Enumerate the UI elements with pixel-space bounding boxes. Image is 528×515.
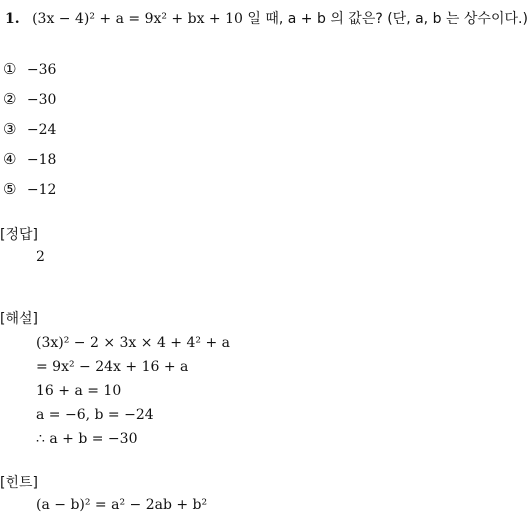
hint-formula: (a − b)² = a² − 2ab + b² — [36, 497, 208, 513]
question-equation: (3x − 4)² + a = 9x² + bx + 10 — [32, 11, 243, 27]
choice-marker: ③ — [3, 120, 17, 138]
solution-line-2: = 9x² − 24x + 16 + a — [36, 359, 189, 375]
hint-label: [힌트] — [0, 475, 38, 491]
choice-2[interactable] — [3, 90, 56, 109]
choice-5[interactable] — [3, 180, 56, 199]
choice-marker: ④ — [3, 150, 17, 168]
question-text: 일 때, a + b 의 값은? (단, a, b 는 상수이다.) — [242, 11, 528, 27]
question-number: 1. — [5, 11, 20, 27]
solution-line-5: ∴ a + b = −30 — [36, 431, 138, 447]
choice-value: −36 — [26, 62, 57, 78]
solution-line-1: (3x)² − 2 × 3x × 4 + 4² + a — [36, 335, 230, 351]
choice-marker: ② — [3, 90, 17, 108]
choice-value: −24 — [26, 122, 57, 138]
choice-value: −18 — [26, 152, 57, 168]
choice-3[interactable] — [3, 120, 56, 139]
answer-label: [정답] — [0, 227, 38, 243]
choice-marker: ① — [3, 60, 17, 78]
solution-line-4: a = −6, b = −24 — [36, 407, 154, 423]
solution-line-3: 16 + a = 10 — [36, 383, 122, 399]
question-stem — [5, 10, 528, 28]
choice-value: −12 — [26, 182, 57, 198]
choice-value: −30 — [26, 92, 57, 108]
choice-4[interactable] — [3, 150, 56, 169]
solution-label: [해설] — [0, 311, 38, 327]
choice-1[interactable] — [3, 60, 56, 79]
answer-value: 2 — [36, 249, 45, 265]
choice-marker: ⑤ — [3, 180, 17, 198]
